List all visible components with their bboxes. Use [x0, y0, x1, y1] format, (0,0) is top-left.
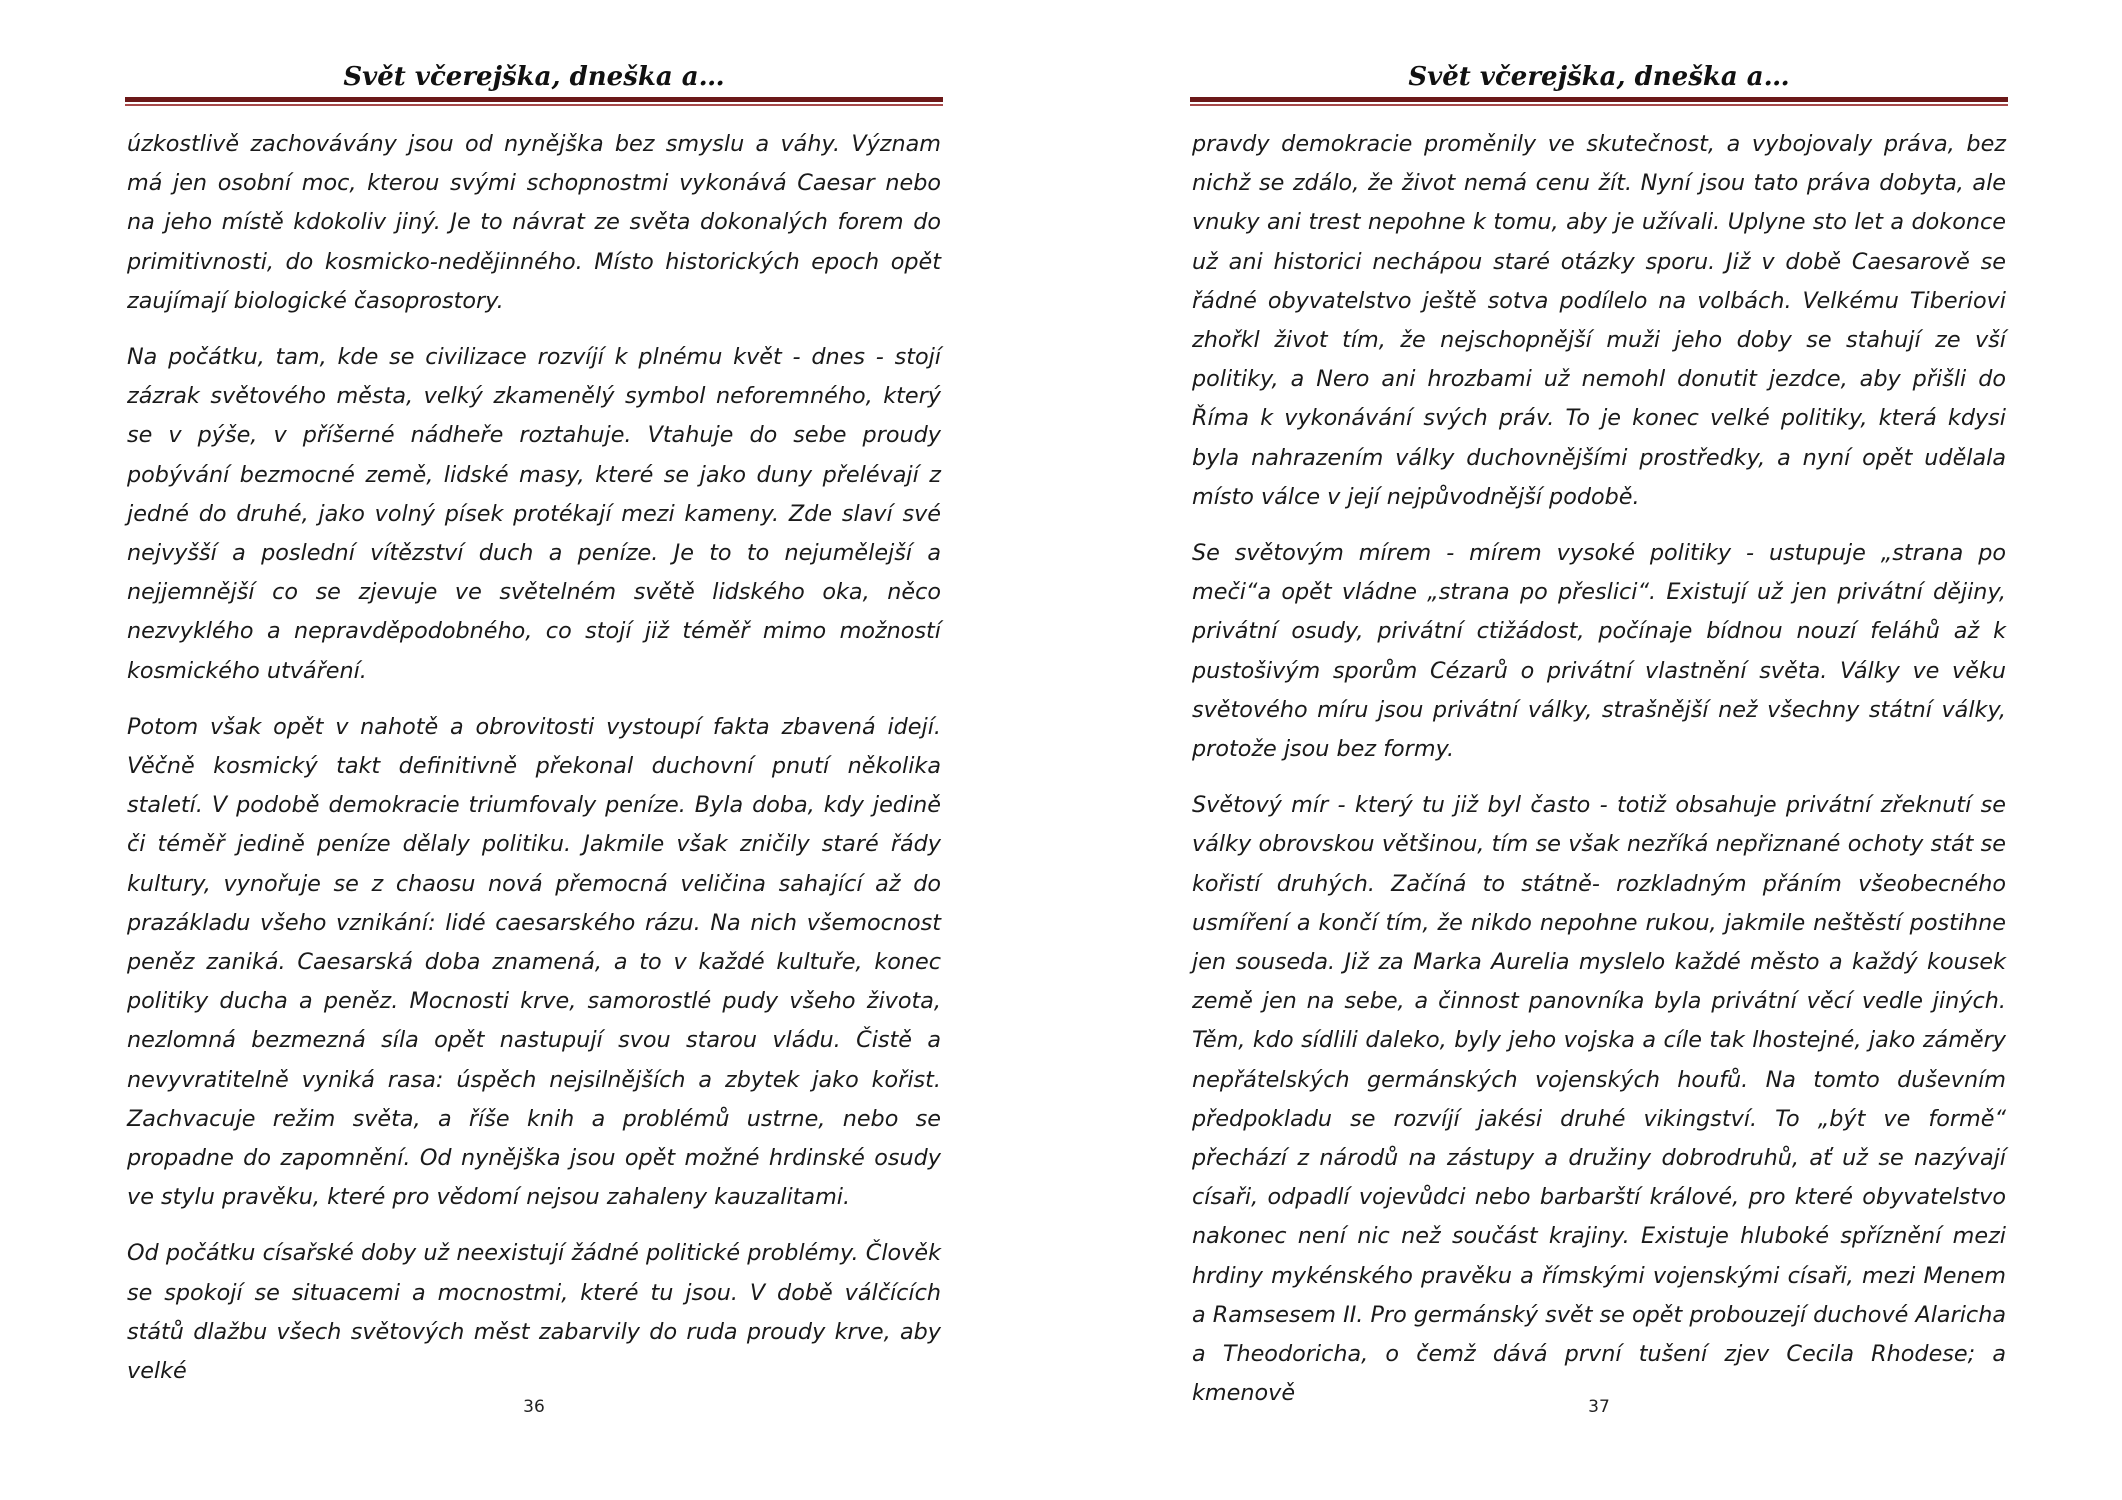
header-rule	[125, 97, 943, 106]
running-header: Svět včerejška, dneška a…	[1408, 62, 1790, 92]
running-header: Svět včerejška, dneška a…	[343, 62, 725, 92]
right-page	[1190, 0, 2008, 1500]
page-number: 36	[523, 1397, 545, 1417]
paragraph: Na počátku, tam, kde se civilizace rozvíjí k plnému květ - dnes - stojí zázrak světového města, velký zkamenělý symbol neforemného, který se v pýše, v příšerné nádheře roztahuje. Vtahuje do sebe proudy pobývání bezmocné země, lidské masy, které se jako duny přelévají z jedné do druhé, jako volný písek protékají mezi kameny. Zde slaví své nejvyšší a poslední vítězství duch a peníze. Je to to nejumělejší a nejjemnější co se zjevuje ve světelném světě lidského oka, něco nezvyklého a nepravděpodobného, co stojí již téměř mimo možností kosmického utváření.	[127, 344, 941, 684]
page-body	[127, 125, 941, 1408]
paragraph: pravdy demokracie proměnily ve skutečnost, a vybojovaly práva, bez nichž se zdálo, že život nemá cenu žít. Nyní jsou tato práva dobyta, ale vnuky ani trest nepohne k tomu, aby je užívali. Uplyne sto let a dokonce už ani historici nechápou staré otázky sporu. Již v době Caesarově se řádné obyvatelstvo ještě sotva podílelo na volbách. Velkému Tiberiovi zhořkl život tím, že nejschopnější muži jeho doby se stahují ze vší politiky, a Nero ani hrozbami už nemohl donutit jezdce, aby přišli do Říma k vykonávání svých práv. To je konec velké politiky, která kdysi byla nahrazením války duchovnějšími prostředky, a nyní opět udělala místo válce v její nejpůvodnější podobě.	[1192, 131, 2006, 510]
header-rule	[1190, 97, 2008, 106]
paragraph: úzkostlivě zachovávány jsou od nynějška bez smyslu a váhy. Význam má jen osobní moc, kterou svými schopnostmi vykonává Caesar nebo na jeho místě kdokoliv jiný. Je to návrat ze světa dokonalých forem do primitivnosti, do kosmicko-nedějinného. Místo historických epoch opět zaujímají biologické časoprostory.	[127, 131, 941, 314]
paragraph: Světový mír - který tu již byl často - totiž obsahuje privátní zřeknutí se války obrovskou většinou, tím se však nezříká nepřiznané ochoty stát se kořistí druhých. Začíná to státně- rozkladným přáním všeobecného usmíření a končí tím, že nikdo nepohne rukou, jakmile neštěstí postihne jen souseda. Již za Marka Aurelia myslelo každé město a každý kousek země jen na sebe, a činnost panovníka byla privátní věcí vedle jiných. Těm, kdo sídlili daleko, byly jeho vojska a cíle tak lhostejné, jako záměry nepřátelských germánských vojenských houfů. Na tomto duševním předpokladu se rozvíjí jakési druhé vikingství. To „být ve formě“ přechází z národů na zástupy a družiny dobrodruhů, ať už se nazývají císaři, odpadlí vojevůdci nebo barbarští králové, pro které obyvatelstvo nakonec není nic než součást krajiny. Existuje hluboké spříznění mezi hrdiny mykénského pravěku a římskými vojenskými císaři, mezi Menem a Ramsesem II. Pro germánský svět se opět probouzejí duchové Alaricha a Theodoricha, o čemž dává první tušení zjev Cecila Rhodese; a kmenově	[1192, 792, 2006, 1407]
paragraph: Potom však opět v nahotě a obrovitosti vystoupí fakta zbavená idejí. Věčně kosmický takt definitivně překonal duchovní pnutí několika staletí. V podobě demokracie triumfovaly peníze. Byla doba, kdy jedině či téměř jedině peníze dělaly politiku. Jakmile však zničily staré řády kultury, vynořuje se z chaosu nová přemocná veličina sahající až do prazákladu všeho vznikání: lidé caesarského rázu. Na nich všemocnost peněz zaniká. Caesarská doba znamená, a to v každé kultuře, konec politiky ducha a peněz. Mocnosti krve, samorostlé pudy všeho života, nezlomná bezmezná síla opět nastupují svou starou vládu. Čistě a nevyvratitelně vyniká rasa: úspěch nejsilnějších a zbytek jako kořist. Zachvacuje režim světa, a říše knih a problémů ustrne, nebo se propadne do zapomnění. Od nynějška jsou opět možné hrdinské osudy ve stylu pravěku, které pro vědomí nejsou zahaleny kauzalitami.	[127, 713, 941, 1211]
page-number: 37	[1588, 1397, 1610, 1417]
page-body	[1192, 125, 2006, 1431]
left-page	[125, 0, 943, 1500]
paragraph: Od počátku císařské doby už neexistují žádné politické problémy. Člověk se spokojí se situacemi a mocnostmi, které tu jsou. V době válčících států dlažbu všech světových měst zabarvily do ruda proudy krve, aby velké	[127, 1240, 941, 1385]
paragraph: Se světovým mírem - mírem vysoké politiky - ustupuje „strana po meči“a opět vládne „strana po přeslici“. Existují už jen privátní dějiny, privátní osudy, privátní ctižádost, počínaje bídnou nouzí feláhů až k pustošivým sporům Cézarů o privátní vlastnění světa. Války ve věku světového míru jsou privátní války, strašnější než všechny státní války, protože jsou bez formy.	[1192, 540, 2006, 763]
